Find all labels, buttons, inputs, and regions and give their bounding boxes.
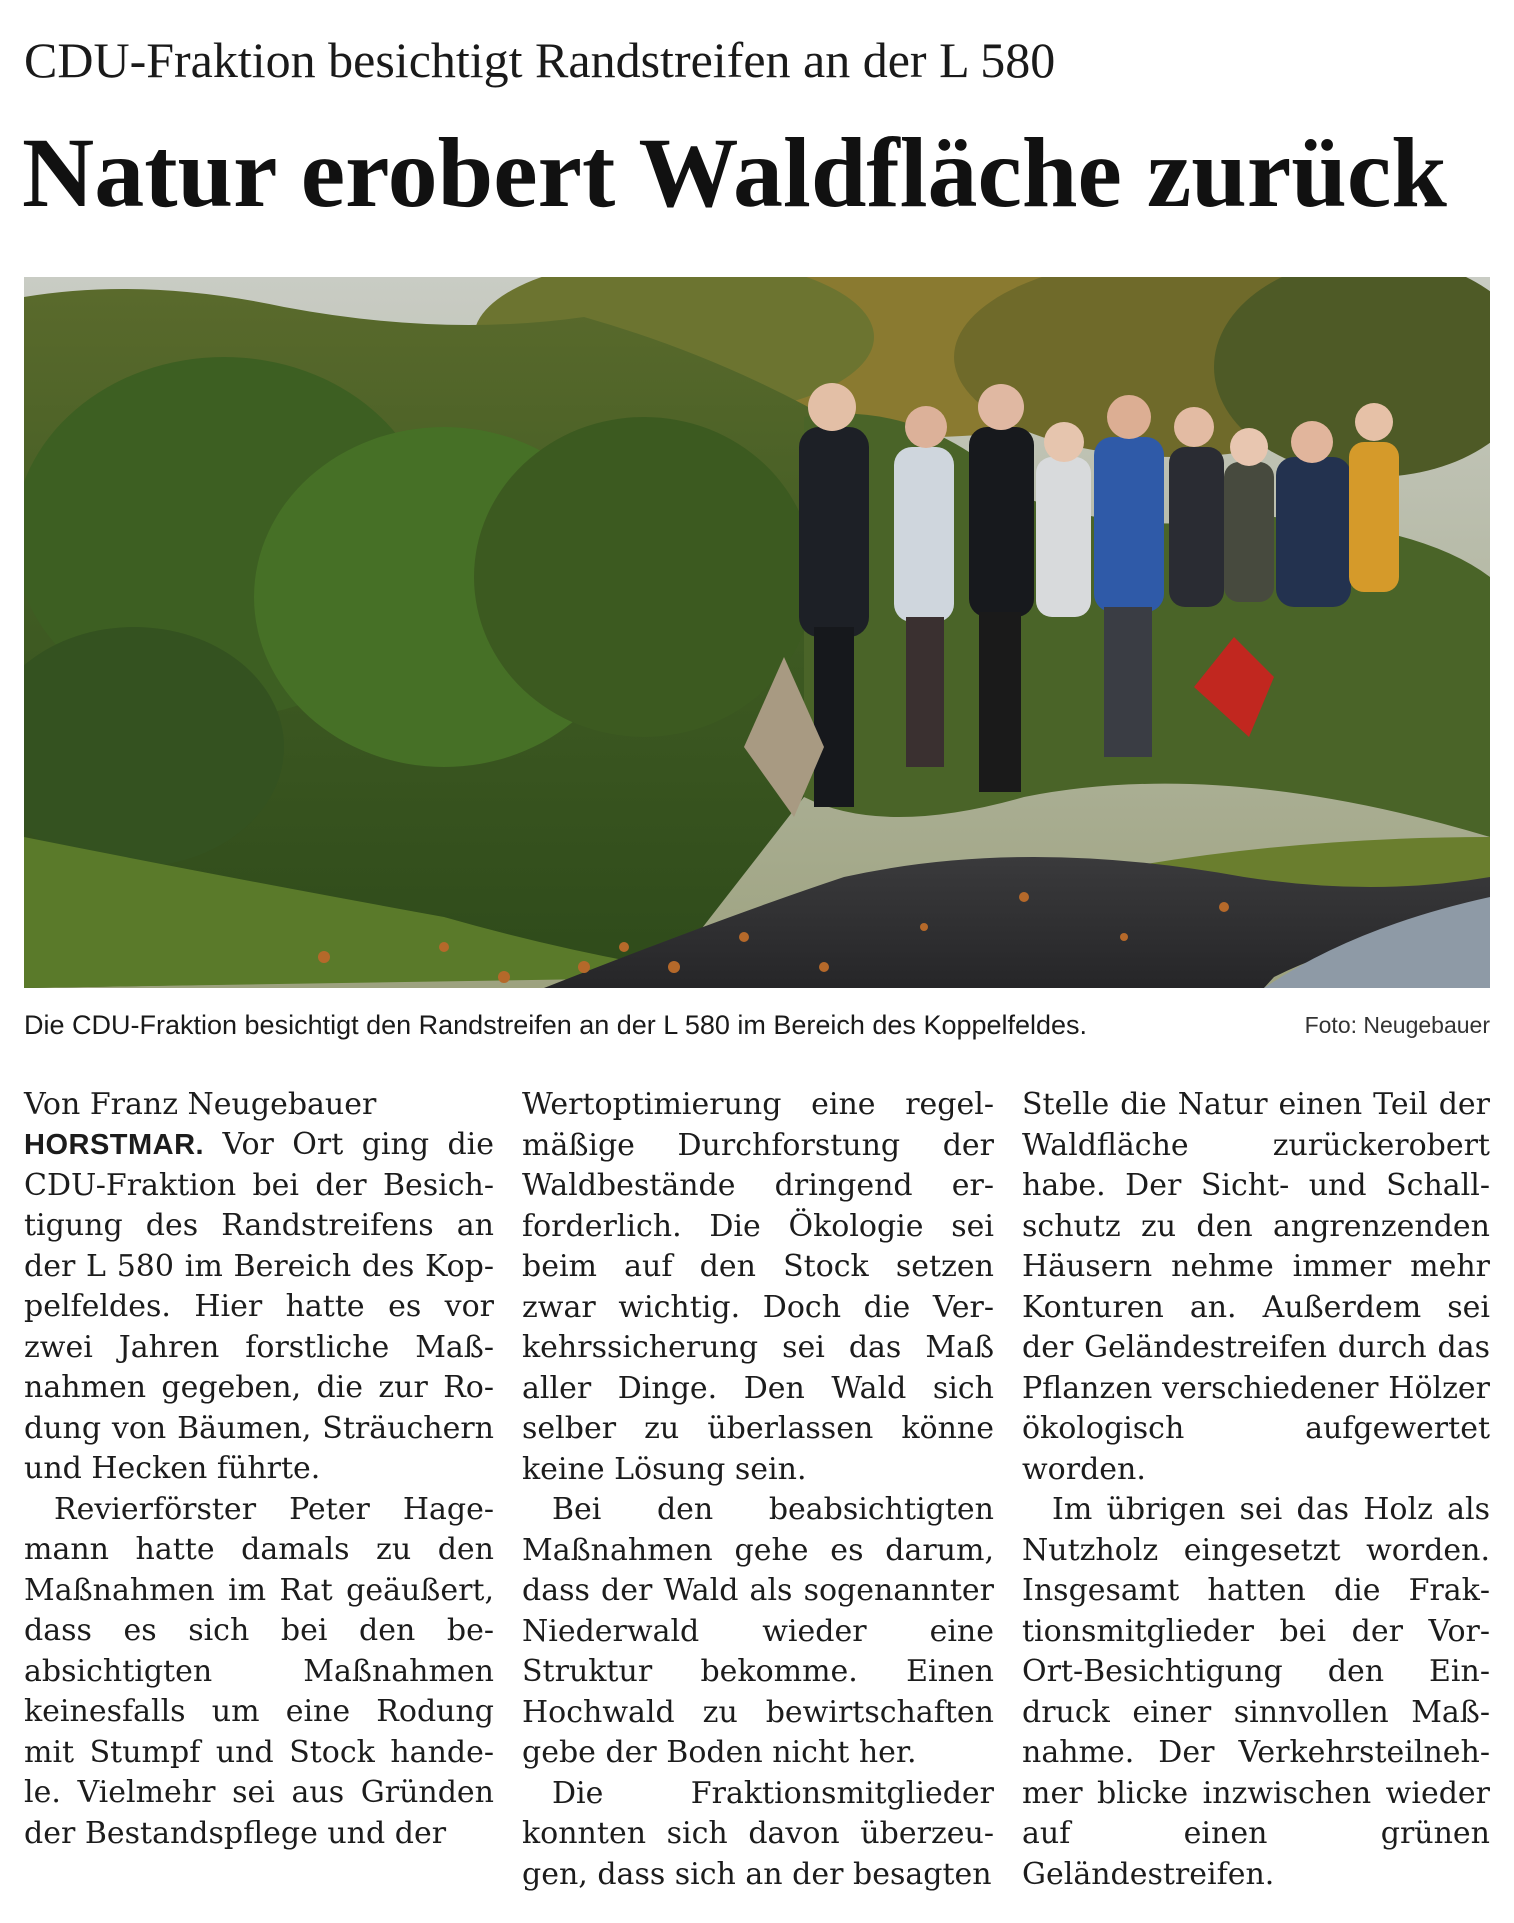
paragraph-4-part-2: Stelle die Natur einen Teil der Waldfläche zurückerobert habe. Der Sicht- und Schallschutz zu den angrenzenden Häusern nehme immer mehr Konturen an. Außerdem sei der Geländestreifen durch das Pflanzen verschiedener Hölzer ökologisch aufgewertet worden. [1022, 1087, 1490, 1487]
paragraph-4-part-1: Die Fraktionsmitglieder konnten sich davon überzeugen, dass sich an der besagten [522, 1775, 994, 1892]
lead-paragraph [24, 1125, 494, 1490]
group-photo-illustration [24, 277, 1490, 988]
photo-caption: Die CDU-Fraktion besichtigt den Randstreifen an der L 580 im Bereich des Koppelfeldes. [24, 1010, 1088, 1040]
photo-credit: Foto: Neugebauer [1304, 1012, 1490, 1038]
article-column-2 [522, 1085, 994, 1905]
lead-paragraph-text: Vor Ort ging die CDU-Fraktion bei der Besichtigung des Randstreifens an der L 580 im Bereich des Koppelfeldes. Hier hatte es vor zwei Jahren forstliche Maßnahmen gegeben, die zur Rodung von Bäumen, Sträuchern und Hecken führte. [24, 1127, 494, 1486]
article-column-3 [1022, 1085, 1490, 1905]
paragraph-2-part-1: Revierförster Peter Hagemann hatte damals zu den Maßnahmen im Rat geäußert, dass es sich bei den beabsichtigten Maßnahmen keinesfalls um eine Rodung mit Stumpf und Stock handele. Vielmehr sei aus Gründen der Bestandspflege und der [24, 1491, 494, 1851]
photo-caption-bar [24, 1010, 1490, 1050]
article-kicker: CDU-Fraktion besichtigt Randstreifen an der L 580 [24, 32, 1056, 88]
article-column-1 [24, 1085, 494, 1905]
article-photo [24, 277, 1490, 988]
byline: Von Franz Neugebauer [24, 1087, 377, 1122]
dateline: HORSTMAR. [24, 1129, 205, 1161]
paragraph-3: Bei den beabsichtigten Maßnahmen gehe es darum, dass der Wald als sogenannter Niederwald wieder eine Struktur bekomme. Einen Hochwald zu bewirtschaften gebe der Boden nicht her. [522, 1492, 994, 1770]
paragraph-5: Im übrigen sei das Holz als Nutzholz eingesetzt worden. Insgesamt hatten die Fraktionsmitglieder bei der Vor-Ort-Besichtigung den Eindruck einer sinnvollen Maßnahme. Der Verkehrsteilnehmer blicke inzwischen wieder auf einen grünen Geländestreifen. [1022, 1492, 1490, 1892]
article-headline: Natur erobert Waldfläche zurück [22, 117, 1447, 228]
paragraph-2-part-2: Wertoptimierung eine regelmäßige Durchforstung der Waldbestände dringend erforderlich. Die Ökologie sei beim auf den Stock setzen zwar wichtig. Doch die Verkehrssicherung sei das Maß aller Dinge. Den Wald sich selber zu überlassen könne keine Lösung sein. [522, 1087, 994, 1487]
